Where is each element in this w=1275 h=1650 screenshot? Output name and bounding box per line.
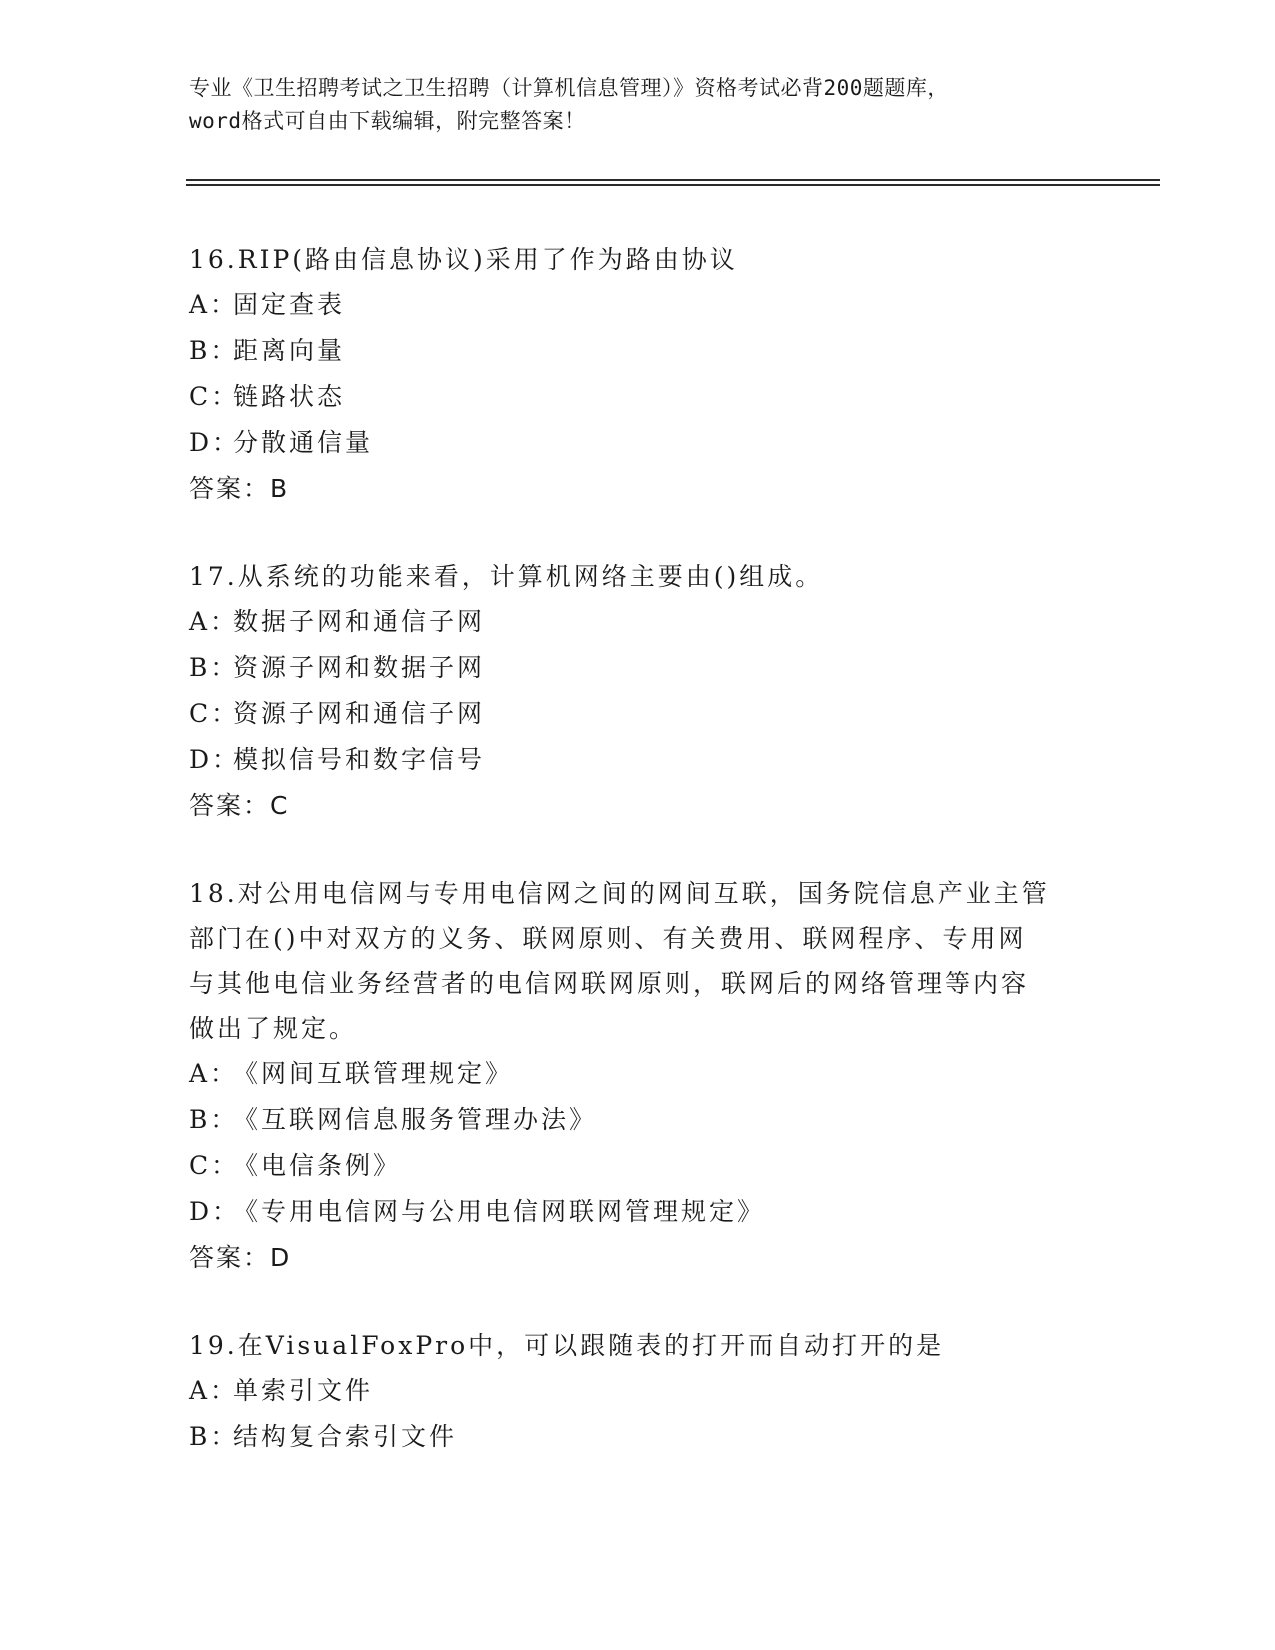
option-letter: D：: [189, 745, 241, 774]
answer-value: D: [270, 1243, 292, 1272]
question-list: [189, 237, 1089, 1502]
option-row: [189, 1097, 1089, 1143]
option-letter: D：: [189, 428, 241, 457]
option-letter: D：: [189, 1197, 241, 1226]
option-letter: B：: [189, 1422, 239, 1451]
answer-label: 答案：: [189, 474, 271, 503]
question-stem: 与其他电信业务经营者的电信网联网原则，联网后的网络管理等内容: [189, 969, 1030, 998]
option-row: [189, 1368, 1089, 1414]
option-text: 模拟信号和数字信号: [233, 745, 486, 774]
answer-line: [189, 466, 1089, 512]
option-letter: C：: [189, 382, 240, 411]
option-letter: B：: [189, 653, 239, 682]
option-text: 资源子网和数据子网: [233, 653, 486, 682]
header-line-1: 专业《卫生招聘考试之卫生招聘（计算机信息管理）》资格考试必背200题题库，: [189, 76, 949, 100]
question-stem: 19.在VisualFoxPro中，可以跟随表的打开而自动打开的是: [189, 1331, 945, 1360]
option-row: [189, 645, 1089, 691]
header-divider-top: [186, 179, 1160, 181]
question-block: [189, 237, 1089, 512]
option-letter: C：: [189, 1151, 240, 1180]
option-text: 资源子网和通信子网: [233, 699, 486, 728]
question-stem: 部门在()中对双方的义务、联网原则、有关费用、联网程序、专用网: [189, 924, 1027, 953]
question-block: [189, 871, 1089, 1281]
question-stem: 做出了规定。: [189, 1014, 358, 1043]
option-row: [189, 374, 1089, 420]
answer-value: B: [270, 474, 290, 503]
answer-line: [189, 783, 1089, 829]
option-text: 单索引文件: [233, 1376, 374, 1405]
option-letter: B：: [189, 336, 239, 365]
answer-line: [189, 1235, 1089, 1281]
question-stem: 16.RIP(路由信息协议)采用了作为路由协议: [189, 245, 738, 274]
option-letter: B：: [189, 1105, 239, 1134]
option-text: 结构复合索引文件: [233, 1422, 458, 1451]
option-text: 《专用电信网与公用电信网联网管理规定》: [233, 1197, 766, 1226]
option-text: 分散通信量: [233, 428, 374, 457]
document-header: [189, 72, 1089, 138]
option-text: 《电信条例》: [233, 1151, 402, 1180]
option-letter: A：: [189, 1376, 239, 1405]
answer-label: 答案：: [189, 1243, 271, 1272]
header-divider-bottom: [186, 184, 1160, 186]
option-row: [189, 1189, 1089, 1235]
option-text: 固定查表: [233, 290, 346, 319]
answer-label: 答案：: [189, 791, 271, 820]
option-row: [189, 1051, 1089, 1097]
option-row: [189, 737, 1089, 783]
option-text: 《互联网信息服务管理办法》: [233, 1105, 598, 1134]
answer-value: C: [270, 791, 290, 820]
option-text: 距离向量: [233, 336, 346, 365]
option-text: 《网间互联管理规定》: [233, 1059, 514, 1088]
option-letter: A：: [189, 1059, 239, 1088]
option-row: [189, 691, 1089, 737]
option-text: 链路状态: [233, 382, 346, 411]
header-line-2: word格式可自由下载编辑，附完整答案！: [189, 109, 586, 133]
option-row: [189, 420, 1089, 466]
option-row: [189, 328, 1089, 374]
option-row: [189, 1414, 1089, 1460]
option-letter: A：: [189, 290, 239, 319]
option-text: 数据子网和通信子网: [233, 607, 486, 636]
question-stem: 18.对公用电信网与专用电信网之间的网间互联，国务院信息产业主管: [189, 879, 1050, 908]
option-letter: C：: [189, 699, 240, 728]
question-block: [189, 1323, 1089, 1460]
option-row: [189, 1143, 1089, 1189]
option-letter: A：: [189, 607, 239, 636]
option-row: [189, 599, 1089, 645]
question-stem: 17.从系统的功能来看，计算机网络主要由()组成。: [189, 562, 824, 591]
question-block: [189, 554, 1089, 829]
option-row: [189, 282, 1089, 328]
